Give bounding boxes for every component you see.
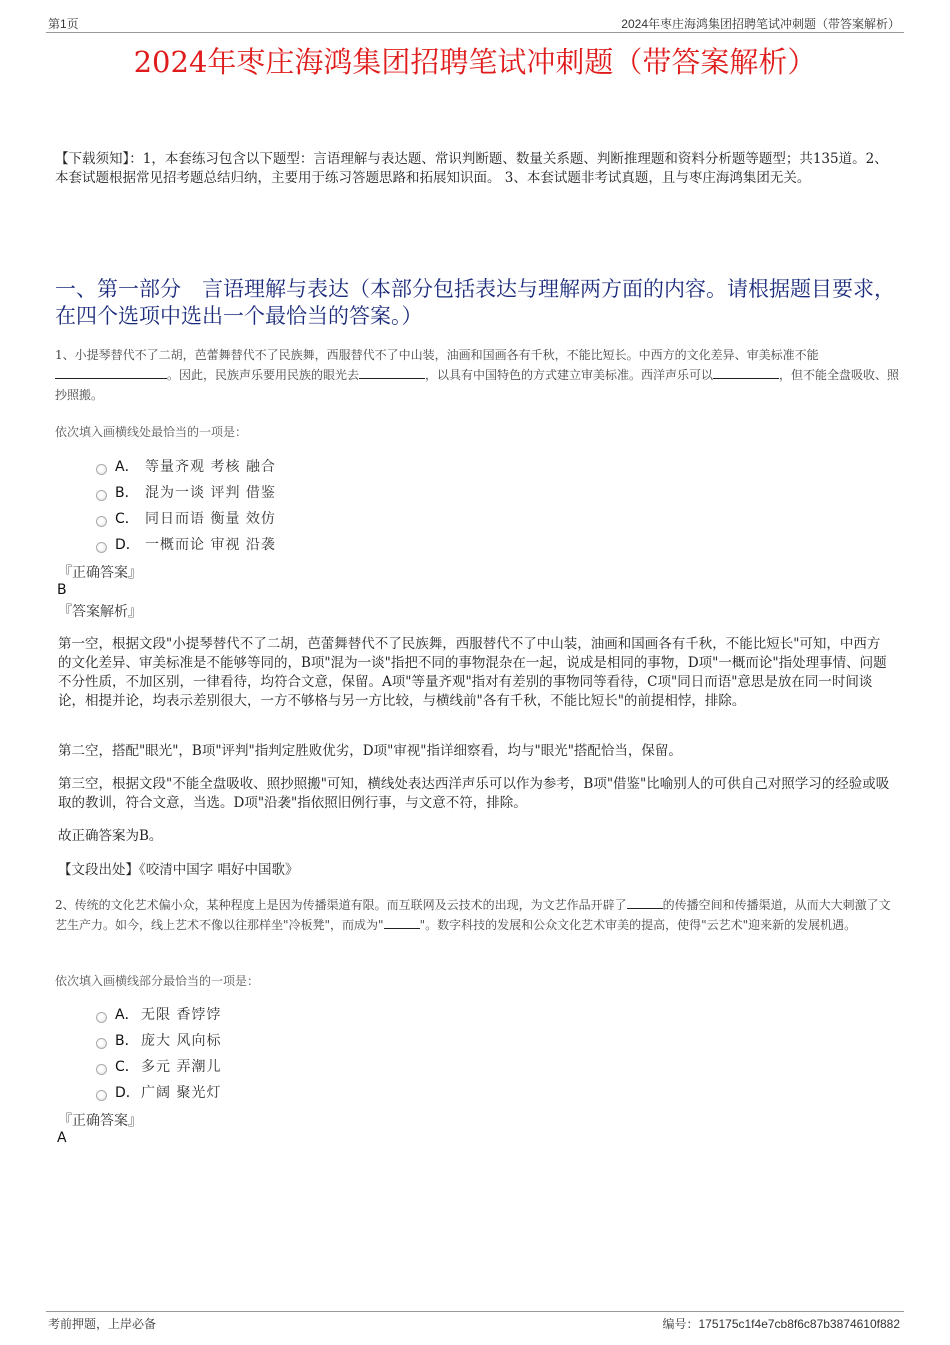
radio-button[interactable] [96, 490, 107, 501]
fill-blank [384, 916, 420, 929]
radio-button[interactable] [96, 516, 107, 527]
fill-blank [627, 896, 663, 909]
download-notice: 【下载须知】：1，本套练习包含以下题型：言语理解与表达题、常识判断题、数量关系题、判断推理题和资料分析题等题型；共135道。2、本套试题根据常见招考题总结归纳，主要用于练习答题思路和拓展知识面。 3、本套试题非考试真题，且与枣庄海鸿集团无关。 [55, 151, 888, 186]
option-d[interactable]: D． 一概而论 审视 沿袭 [96, 531, 276, 557]
analysis-paragraph-1: 第一空，根据文段"小提琴替代不了二胡，芭蕾舞替代不了民族舞，西服替代不了中山装，油画和国画各有千秋，不能比短长"可知，中西方的文化差异、审美标准是不能够等同的，B项"混为一谈"指把不同的事物混杂在一起，说成是相同的事物，D项"一概而论"指处理事情、问题不分性质，不加区别，一律看待，均符合文意，保留。A项"等量齐观"指对有差别的事物同等看待，C项"同日而语"意思是放在同一时间谈论，相提并论，均表示差别很大，一方不够格与另一方比较，与横线前"各有千秋，不能比短长"的前提相悖，排除。 [58, 636, 887, 709]
option-b[interactable]: B． 庞大 风向标 [96, 1027, 221, 1053]
question-1-options [96, 453, 276, 557]
question-2-prompt: 依次填入画横线部分最恰当的一项是： [55, 974, 260, 988]
section-heading: 一、第一部分 言语理解与表达（本部分包括表达与理解两方面的内容。请根据题目要求，在四个选项中选出一个最恰当的答案。） [55, 277, 895, 328]
analysis-conclusion: 故正确答案为B。 [58, 828, 163, 844]
radio-button[interactable] [96, 1090, 107, 1101]
document-title: 2024年枣庄海鸿集团招聘笔试冲刺题（带答案解析） [133, 45, 817, 79]
analysis-paragraph-2: 第二空，搭配"眼光"，B项"评判"指判定胜败优劣，D项"审视"指详细察看，均与"眼光"搭配恰当，保留。 [58, 743, 682, 759]
question-1-prompt: 依次填入画横线处最恰当的一项是： [55, 425, 248, 439]
option-c[interactable]: C． 多元 弄潮儿 [96, 1053, 221, 1079]
option-d[interactable]: D． 广阔 聚光灯 [96, 1079, 221, 1105]
page-header [46, 14, 904, 33]
passage-source: 【文段出处】《咬清中国字 唱好中国歌》 [58, 862, 299, 878]
page-number: 第1页 [48, 17, 79, 31]
option-a[interactable]: A． 无限 香饽饽 [96, 1001, 221, 1027]
radio-button[interactable] [96, 1012, 107, 1023]
footer-slogan: 考前押题，上岸必备 [48, 1317, 157, 1331]
header-doc-title: 2024年枣庄海鸿集团招聘笔试冲刺题（带答案解析） [621, 17, 900, 31]
page-footer [46, 1311, 904, 1332]
correct-answer-label: 『正确答案』 [58, 1113, 142, 1129]
question-2-options [96, 1001, 221, 1105]
correct-answer: B [57, 582, 67, 598]
fill-blank [359, 366, 425, 379]
option-c[interactable]: C． 同日而语 衡量 效仿 [96, 505, 276, 531]
option-b[interactable]: B． 混为一谈 评判 借鉴 [96, 479, 276, 505]
document-serial: 编号：175175c1f4e7cb8f6c87b3874610f882 [662, 1317, 900, 1331]
analysis-label: 『答案解析』 [58, 604, 142, 620]
radio-button[interactable] [96, 542, 107, 553]
radio-button[interactable] [96, 464, 107, 475]
correct-answer: A [57, 1130, 67, 1146]
correct-answer-label: 『正确答案』 [58, 565, 142, 581]
analysis-paragraph-3: 第三空，根据文段"不能全盘吸收、照抄照搬"可知，横线处表达西洋声乐可以作为参考，B项"借鉴"比喻别人的可供自己对照学习的经验或吸取的教训，符合文意，当选。D项"沿袭"指依照旧例行事，与文意不符，排除。 [58, 776, 890, 811]
question-2-stem: 2、传统的文化艺术偏小众，某种程度上是因为传播渠道有限。而互联网及云技术的出现，为文艺作品开辟了 的传播空间和传播渠道，从而大大刺激了文艺生产力。如今，线上艺术不像以往那样坐"冷板凳"，而成为" "。数字科技的发展和公众文化艺术审美的提高，使得"云艺术"迎来新的发展机遇。 [55, 898, 891, 932]
fill-blank [55, 366, 167, 379]
radio-button[interactable] [96, 1064, 107, 1075]
fill-blank [713, 366, 779, 379]
option-a[interactable]: A． 等量齐观 考核 融合 [96, 453, 276, 479]
question-1-stem: 1、小提琴替代不了二胡，芭蕾舞替代不了民族舞，西服替代不了中山装，油画和国画各有千秋，不能比短长。中西方的文化差异、审美标准不能。因此，民族声乐要用民族的眼光去 ，以具有中国特色的方式建立审美标准。西洋声乐可以 ，但不能全盘吸收、照抄照搬。 [55, 348, 900, 402]
radio-button[interactable] [96, 1038, 107, 1049]
